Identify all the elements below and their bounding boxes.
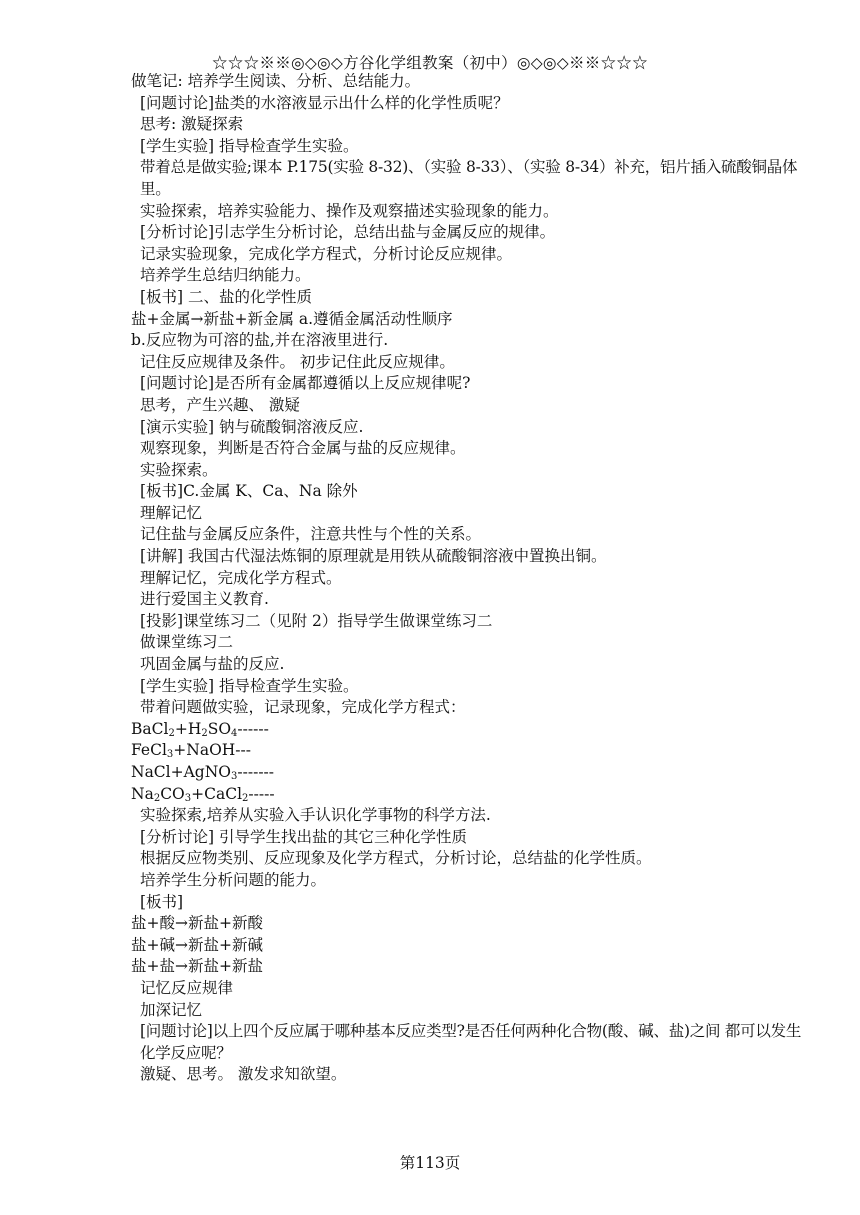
- page-number: 第113页: [399, 1154, 461, 1172]
- text-line: 巩固金属与盐的反应.: [140, 655, 285, 674]
- text-line: [分析讨论] 引导学生找出盐的其它三种化学性质: [140, 827, 468, 846]
- text-line: [板书] 二、盐的化学性质: [140, 287, 313, 306]
- text-line: 盐+金属→新盐+新金属 a.遵循金属活动性顺序: [131, 309, 453, 328]
- text-paragraph: [问题讨论]以上四个反应属于哪种基本反应类型?是否任何两种化合物(酸、碱、盐)之间 都可以发生化学反应呢？: [140, 1022, 802, 1062]
- equation-line: NaCl+AgNO$_3$-------: [131, 763, 275, 782]
- text-line: 做笔记: 培养学生阅读、分析、总结能力。: [131, 72, 421, 90]
- text-line: 激疑、思考。 激发求知欲望。: [140, 1065, 347, 1084]
- text-line: 观察现象，判断是否符合金属与盐的反应规律。: [140, 439, 466, 458]
- text-line: [板书]C.金属 K、Ca、Na 除外: [140, 482, 358, 501]
- text-line: 加深记忆: [140, 1000, 203, 1019]
- text-line: 实验探索。: [140, 460, 218, 479]
- text-line: 记录实验现象，完成化学方程式，分析讨论反应规律。: [140, 244, 513, 263]
- document-body: [131, 71, 811, 1086]
- equation-line: FeCl$_3$+NaOH---: [131, 741, 252, 761]
- text-line: 实验探索，培养实验能力、操作及观察描述实验现象的能力。: [140, 201, 559, 220]
- text-line: 理解记忆，完成化学方程式。: [140, 568, 342, 587]
- text-line: 做课堂练习二: [140, 633, 234, 652]
- text-line: 盐+碱→新盐+新碱: [131, 935, 263, 954]
- text-line: 记住盐与金属反应条件，注意共性与个性的关系。: [140, 525, 482, 544]
- text-line: 理解记忆: [140, 503, 203, 522]
- text-line: 实验探索,培养从实验入手认识化学事物的科学方法.: [140, 806, 491, 825]
- text-paragraph: 带着总是做实验;课本 P.175(实验 8-32)、（实验 8-33）、（实验 8-34）补充，铝片插入硫酸铜晶体里。: [140, 158, 798, 198]
- text-line: 带着问题做实验，记录现象，完成化学方程式：: [140, 698, 466, 717]
- text-line: 思考，产生兴趣、 激疑: [140, 395, 300, 414]
- equation-line: $Na_2CO_3+CaCl_2-----$: [131, 784, 275, 804]
- text-line: 记住反应规律及条件。 初步记住此反应规律。: [140, 352, 455, 371]
- text-line: 盐+盐→新盐+新盐: [131, 957, 263, 976]
- text-line: 盐+酸→新盐+新酸: [131, 914, 263, 933]
- text-line: 思考: 激疑探索: [140, 115, 244, 134]
- text-line: [问题讨论]是否所有金属都遵循以上反应规律呢?: [140, 374, 471, 393]
- text-line: 根据反应物类别、反应现象及化学方程式，分析讨论，总结盐的化学性质。: [140, 849, 652, 868]
- text-line: [投影]课堂练习二（见附 2）指导学生做课堂练习二: [140, 611, 493, 630]
- text-line: [问题讨论]盐类的水溶液显示出什么样的化学性质呢？: [140, 93, 509, 112]
- text-line: 记忆反应规律: [140, 978, 234, 997]
- text-line: 进行爱国主义教育.: [140, 590, 269, 609]
- text-line: [学生实验] 指导检查学生实验。: [140, 136, 359, 155]
- text-line: [演示实验] 钠与硫酸铜溶液反应.: [140, 417, 364, 436]
- equation-line: $BaCl_2+H_2SO_4------$: [131, 719, 269, 739]
- text-line: [板书]: [140, 892, 184, 911]
- text-line: [分析讨论]引志学生分析讨论，总结出盐与金属反应的规律。: [140, 223, 556, 242]
- text-line: b.反应物为可溶的盐,并在溶液里进行.: [131, 331, 389, 350]
- text-line: [讲解] 我国古代湿法炼铜的原理就是用铁从硫酸铜溶液中置换出铜。: [140, 547, 607, 566]
- text-line: [学生实验] 指导检查学生实验。: [140, 676, 359, 695]
- page-header: ☆☆☆※※◎◇◎◇方谷化学组教案（初中）◎◇◎◇※※☆☆☆: [212, 54, 648, 72]
- text-line: 培养学生总结归纳能力。: [140, 266, 311, 285]
- text-line: 培养学生分析问题的能力。: [140, 870, 327, 889]
